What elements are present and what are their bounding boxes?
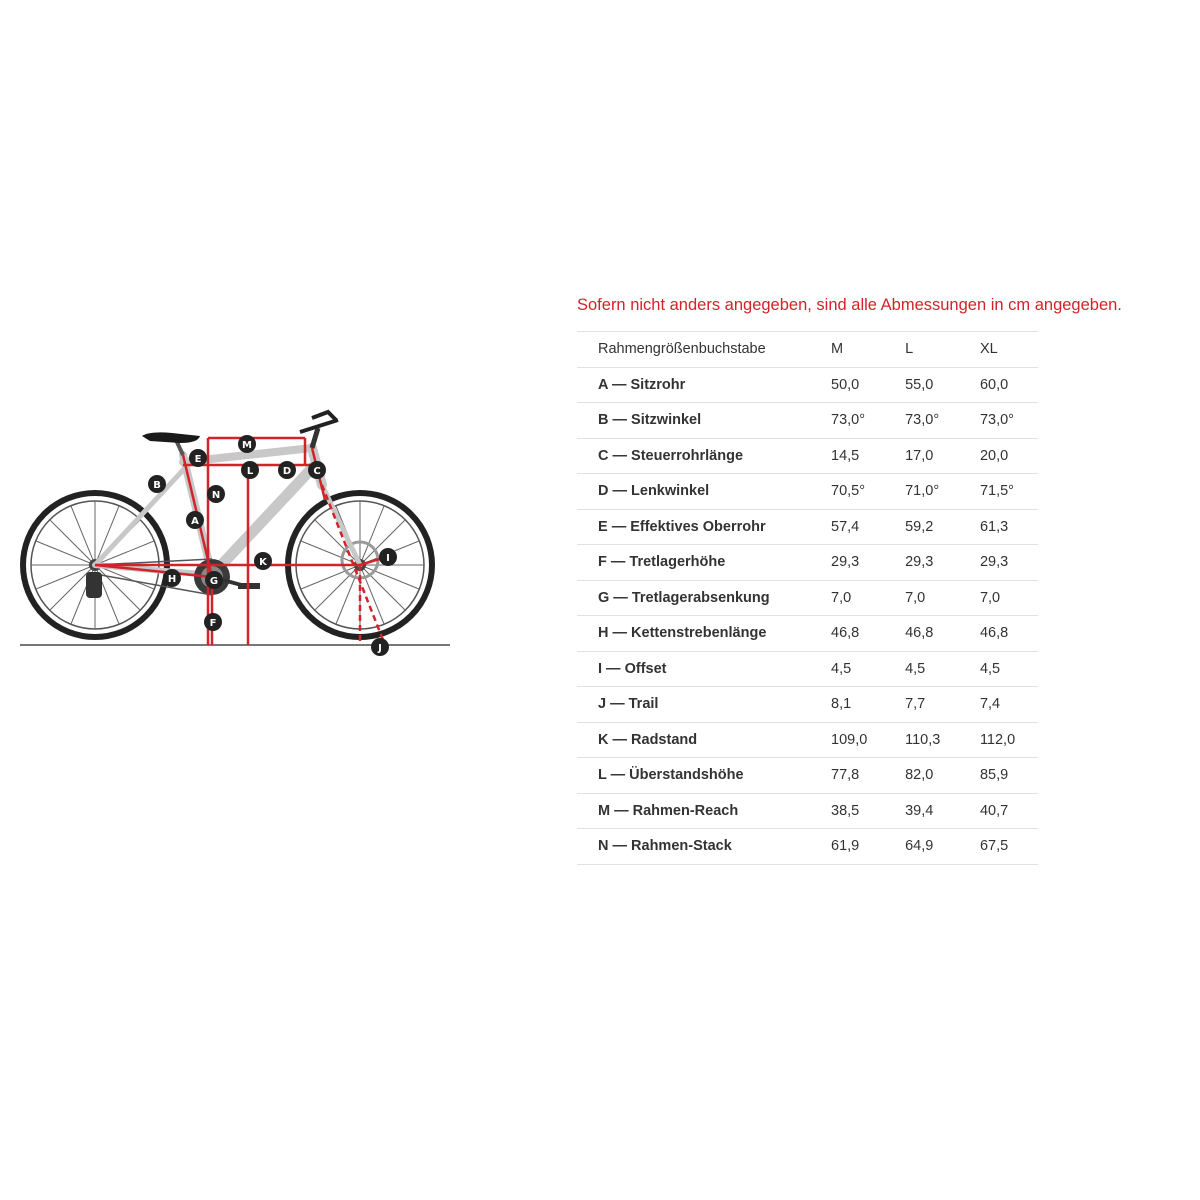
header-cell: L — [905, 332, 980, 368]
measurement-value-cell: 4,5 — [831, 651, 905, 687]
measurement-value-cell: 67,5 — [980, 829, 1038, 865]
measurement-name-cell: H — Kettenstrebenlänge — [577, 616, 831, 652]
measurement-value-cell: 73,0° — [980, 403, 1038, 439]
measurement-value-cell: 59,2 — [905, 509, 980, 545]
measurement-value-cell: 110,3 — [905, 722, 980, 758]
measurement-value-cell: 4,5 — [905, 651, 980, 687]
svg-text:H: H — [167, 574, 177, 585]
label-marker-m — [238, 435, 256, 453]
measurement-value-cell: 60,0 — [980, 367, 1038, 403]
label-marker-a — [186, 511, 204, 529]
geometry-table — [577, 331, 1038, 865]
table-row — [577, 438, 1038, 474]
table-row — [577, 403, 1038, 439]
measurement-value-cell: 71,5° — [980, 474, 1038, 510]
label-marker-i — [379, 548, 397, 566]
measurement-name-cell: I — Offset — [577, 651, 831, 687]
measurement-value-cell: 39,4 — [905, 793, 980, 829]
label-marker-l — [241, 461, 259, 479]
label-marker-b — [148, 475, 166, 493]
measurement-value-cell: 29,3 — [980, 545, 1038, 581]
measurement-name-cell: N — Rahmen-Stack — [577, 829, 831, 865]
label-marker-e — [189, 449, 207, 467]
measurement-value-cell: 46,8 — [831, 616, 905, 652]
svg-text:E: E — [194, 454, 202, 465]
measurement-value-cell: 57,4 — [831, 509, 905, 545]
measurement-value-cell: 55,0 — [905, 367, 980, 403]
measurement-value-cell: 7,4 — [980, 687, 1038, 723]
label-marker-d — [278, 461, 296, 479]
measurement-value-cell: 4,5 — [980, 651, 1038, 687]
label-marker-h — [163, 569, 181, 587]
measurement-value-cell: 8,1 — [831, 687, 905, 723]
table-row — [577, 829, 1038, 865]
header-cell: XL — [980, 332, 1038, 368]
measurement-value-cell: 109,0 — [831, 722, 905, 758]
measurement-value-cell: 77,8 — [831, 758, 905, 794]
table-header-row — [577, 332, 1038, 368]
measurement-value-cell: 61,3 — [980, 509, 1038, 545]
label-marker-j — [371, 638, 389, 656]
geometry-table-body — [577, 332, 1038, 865]
measurement-value-cell: 14,5 — [831, 438, 905, 474]
measurement-value-cell: 71,0° — [905, 474, 980, 510]
measurement-value-cell: 40,7 — [980, 793, 1038, 829]
table-row — [577, 616, 1038, 652]
measurement-name-cell: M — Rahmen-Reach — [577, 793, 831, 829]
table-row — [577, 687, 1038, 723]
svg-text:F: F — [209, 618, 217, 629]
measurement-name-cell: J — Trail — [577, 687, 831, 723]
saddle — [142, 432, 200, 443]
label-marker-c — [308, 461, 326, 479]
measurement-value-cell: 46,8 — [980, 616, 1038, 652]
header-cell: M — [831, 332, 905, 368]
table-row — [577, 545, 1038, 581]
table-row — [577, 367, 1038, 403]
measurement-value-cell: 85,9 — [980, 758, 1038, 794]
measurement-value-cell: 64,9 — [905, 829, 980, 865]
svg-text:N: N — [211, 490, 221, 501]
measurement-name-cell: D — Lenkwinkel — [577, 474, 831, 510]
header-cell: Rahmengrößenbuchstabe — [577, 332, 831, 368]
svg-text:D: D — [282, 466, 292, 477]
bike-geometry-diagram — [0, 380, 470, 670]
measurement-value-cell: 7,0 — [831, 580, 905, 616]
measurement-name-cell: G — Tretlagerabsenkung — [577, 580, 831, 616]
svg-text:B: B — [153, 480, 161, 491]
measurement-value-cell: 82,0 — [905, 758, 980, 794]
measurement-value-cell: 46,8 — [905, 616, 980, 652]
measurement-name-cell: B — Sitzwinkel — [577, 403, 831, 439]
svg-text:I: I — [386, 553, 390, 564]
svg-text:M: M — [242, 440, 252, 451]
svg-text:A: A — [191, 516, 199, 527]
measurement-value-cell: 20,0 — [980, 438, 1038, 474]
table-row — [577, 722, 1038, 758]
measurement-value-cell: 29,3 — [831, 545, 905, 581]
svg-text:G: G — [209, 576, 219, 587]
table-row — [577, 758, 1038, 794]
measurement-name-cell: K — Radstand — [577, 722, 831, 758]
table-row — [577, 651, 1038, 687]
table-row — [577, 580, 1038, 616]
measurement-name-cell: C — Steuerrohrlänge — [577, 438, 831, 474]
measurement-name-cell: F — Tretlagerhöhe — [577, 545, 831, 581]
measurement-value-cell: 61,9 — [831, 829, 905, 865]
measurement-value-cell: 17,0 — [905, 438, 980, 474]
measurement-name-cell: E — Effektives Oberrohr — [577, 509, 831, 545]
measurement-value-cell: 7,0 — [905, 580, 980, 616]
table-row — [577, 509, 1038, 545]
measurement-value-cell: 73,0° — [905, 403, 980, 439]
dimensions-note: Sofern nicht anders angegeben, sind alle Abmessungen in cm angegeben. — [577, 296, 1122, 314]
measurement-name-cell: A — Sitzrohr — [577, 367, 831, 403]
table-row — [577, 793, 1038, 829]
measurement-value-cell: 7,0 — [980, 580, 1038, 616]
svg-text:C: C — [313, 466, 321, 477]
svg-text:K: K — [259, 557, 267, 568]
table-row — [577, 474, 1038, 510]
measurement-value-cell: 70,5° — [831, 474, 905, 510]
measurement-value-cell: 29,3 — [905, 545, 980, 581]
measurement-value-cell: 38,5 — [831, 793, 905, 829]
measurement-value-cell: 112,0 — [980, 722, 1038, 758]
label-marker-g — [205, 571, 223, 589]
svg-text:L: L — [246, 466, 254, 477]
label-marker-n — [207, 485, 225, 503]
measurement-name-cell: L — Überstandshöhe — [577, 758, 831, 794]
label-marker-k — [254, 552, 272, 570]
svg-text:J: J — [378, 643, 382, 654]
label-marker-f — [204, 613, 222, 631]
measurement-value-cell: 7,7 — [905, 687, 980, 723]
measurement-value-cell: 50,0 — [831, 367, 905, 403]
measurement-value-cell: 73,0° — [831, 403, 905, 439]
